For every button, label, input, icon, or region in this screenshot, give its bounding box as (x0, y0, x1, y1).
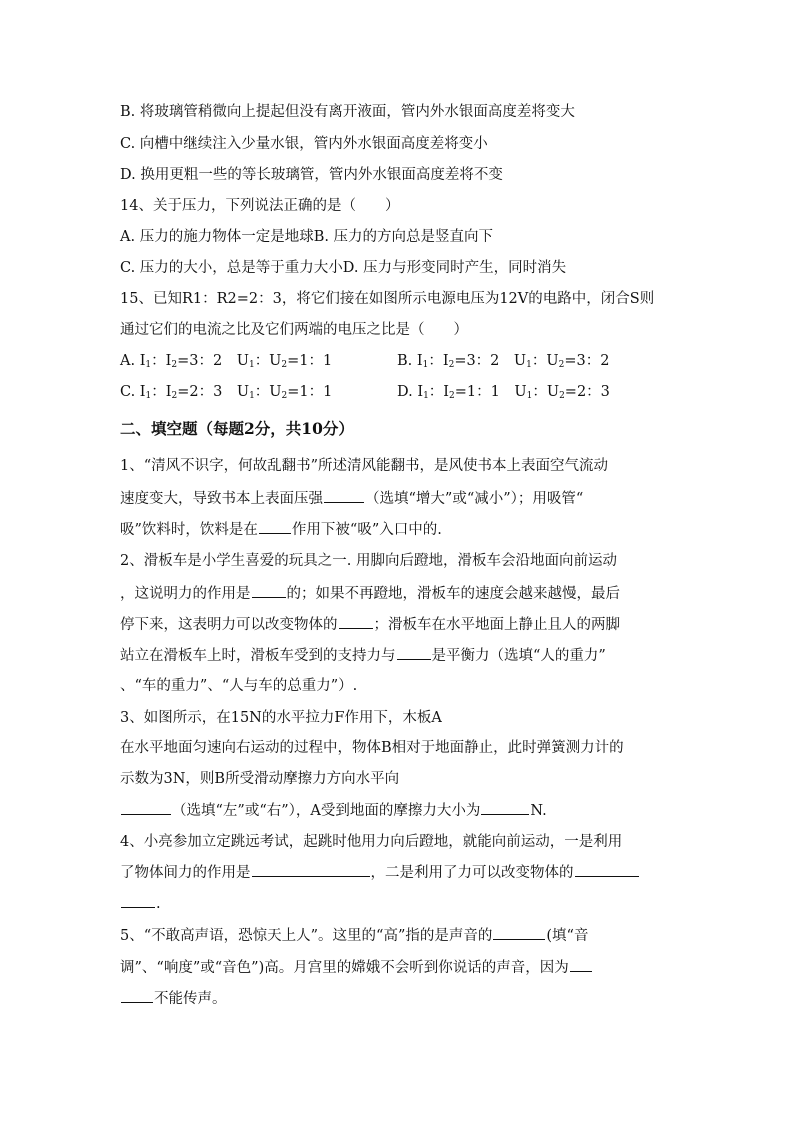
fill2-line5: 、“车的重力”、“人与车的总重力”）. (120, 678, 358, 694)
fill3-line1: 3、如图所示，在15N的水平拉力F作用下，木板A (120, 710, 442, 726)
q15-options-row2 (120, 382, 680, 402)
fill3-line3: 示数为3N，则B所受滑动摩擦力方向水平向 (120, 771, 400, 787)
fill4-blank-1[interactable] (252, 862, 370, 877)
fill5-line3: 不能传声。 (120, 988, 680, 1009)
q15-stem-line2: 通过它们的电流之比及它们两端的电压之比是（ ） (120, 322, 468, 338)
fill5-blank-2[interactable] (570, 957, 592, 972)
q15-option-a: A. $I_1$：$I_2=3$：2 $U_1$：$U_2=1$：1 (120, 353, 333, 370)
fill2-blank-1[interactable] (252, 583, 286, 598)
q13-option-b: B. 将玻璃管稍微向上提起但没有离开液面，管内外水银面高度差将变大 (120, 104, 575, 120)
q14-options-cd: C. 压力的大小，总是等于重力大小D. 压力与形变同时产生，同时消失 (120, 260, 567, 276)
q15-option-b: B. $I_1$：$I_2=3$：2 $U_1$：$U_2=3$：2 (397, 353, 610, 370)
q14-stem: 14、关于压力，下列说法正确的是（ ） (120, 198, 400, 214)
q15-option-d: D. $I_1$：$I_2=1$：1 $U_1$：$U_2=2$：3 (397, 384, 610, 401)
fill1-blank-1[interactable] (324, 488, 364, 503)
fill3-line2: 在水平地面匀速向右运动的过程中，物体B相对于地面静止，此时弹簧测力计的 (120, 740, 624, 756)
q13-option-d: D. 换用更粗一些的等长玻璃管，管内外水银面高度差将不变 (120, 167, 503, 183)
fill4-line3: . (120, 893, 680, 914)
fill2-line4: 站立在滑板车上时，滑板车受到的支持力与 是平衡力（选填“人的重力” (120, 645, 680, 666)
fill2-blank-3[interactable] (397, 645, 431, 660)
q15-option-c: C. $I_1$：$I_2=2$：3 $U_1$：$U_2=1$：1 (120, 384, 333, 401)
fill4-blank-2-cont[interactable] (121, 893, 155, 908)
fill3-blank-2[interactable] (481, 800, 529, 815)
fill3-line4: （选填“左”或“右”），A受到地面的摩擦力大小为 N. (120, 800, 680, 821)
fill1-line2: 速度变大，导致书本上表面压强 （选填“增大”或“减小”）；用吸管“ (120, 488, 680, 509)
fill5-line1: 5、“不敢高声语，恐惊天上人”。这里的“高”指的是声音的 (填“音 (120, 925, 680, 946)
fill5-blank-2-cont[interactable] (121, 988, 153, 1003)
fill5-blank-1[interactable] (493, 925, 545, 940)
fill1-line3: 吸”饮料时，饮料是在 作用下被“吸”入口中的. (120, 519, 680, 540)
section-2-heading: 二、填空题（每题2分，共10分） (120, 419, 354, 438)
q14-options-ab: A. 压力的施力物体一定是地球B. 压力的方向总是竖直向下 (120, 229, 494, 245)
fill1-line1: 1、“清风不识字，何故乱翻书”所述清风能翻书，是风使书本上表面空气流动 (120, 458, 609, 474)
fill4-blank-2[interactable] (575, 862, 639, 877)
fill5-line2: 调”、“响度”或“音色”)高。月宫里的嫦娥不会听到你说话的声音，因为 (120, 957, 680, 978)
fill2-line2: ，这说明力的作用是 的；如果不再蹬地，滑板车的速度会越来越慢，最后 (120, 583, 680, 604)
fill4-line2: 了物体间力的作用是 ，二是利用了力可以改变物体的 (120, 862, 680, 883)
fill4-line1: 4、小亮参加立定跳远考试，起跳时他用力向后蹬地，就能向前运动，一是利用 (120, 834, 623, 850)
fill2-line3: 停下来，这表明力可以改变物体的 ；滑板车在水平地面上静止且人的两脚 (120, 614, 680, 635)
fill2-line1: 2、滑板车是小学生喜爱的玩具之一. 用脚向后蹬地，滑板车会沿地面向前运动 (120, 553, 617, 569)
fill2-blank-2[interactable] (339, 614, 373, 629)
q15-stem-line1: 15、已知R1：R2=2：3，将它们接在如图所示电源电压为12V的电路中，闭合S则 (120, 291, 655, 307)
fill3-blank-1[interactable] (121, 800, 171, 815)
q15-options-row1 (120, 351, 680, 371)
q13-option-c: C. 向槽中继续注入少量水银，管内外水银面高度差将变小 (120, 136, 488, 152)
fill1-blank-2[interactable] (259, 519, 291, 534)
